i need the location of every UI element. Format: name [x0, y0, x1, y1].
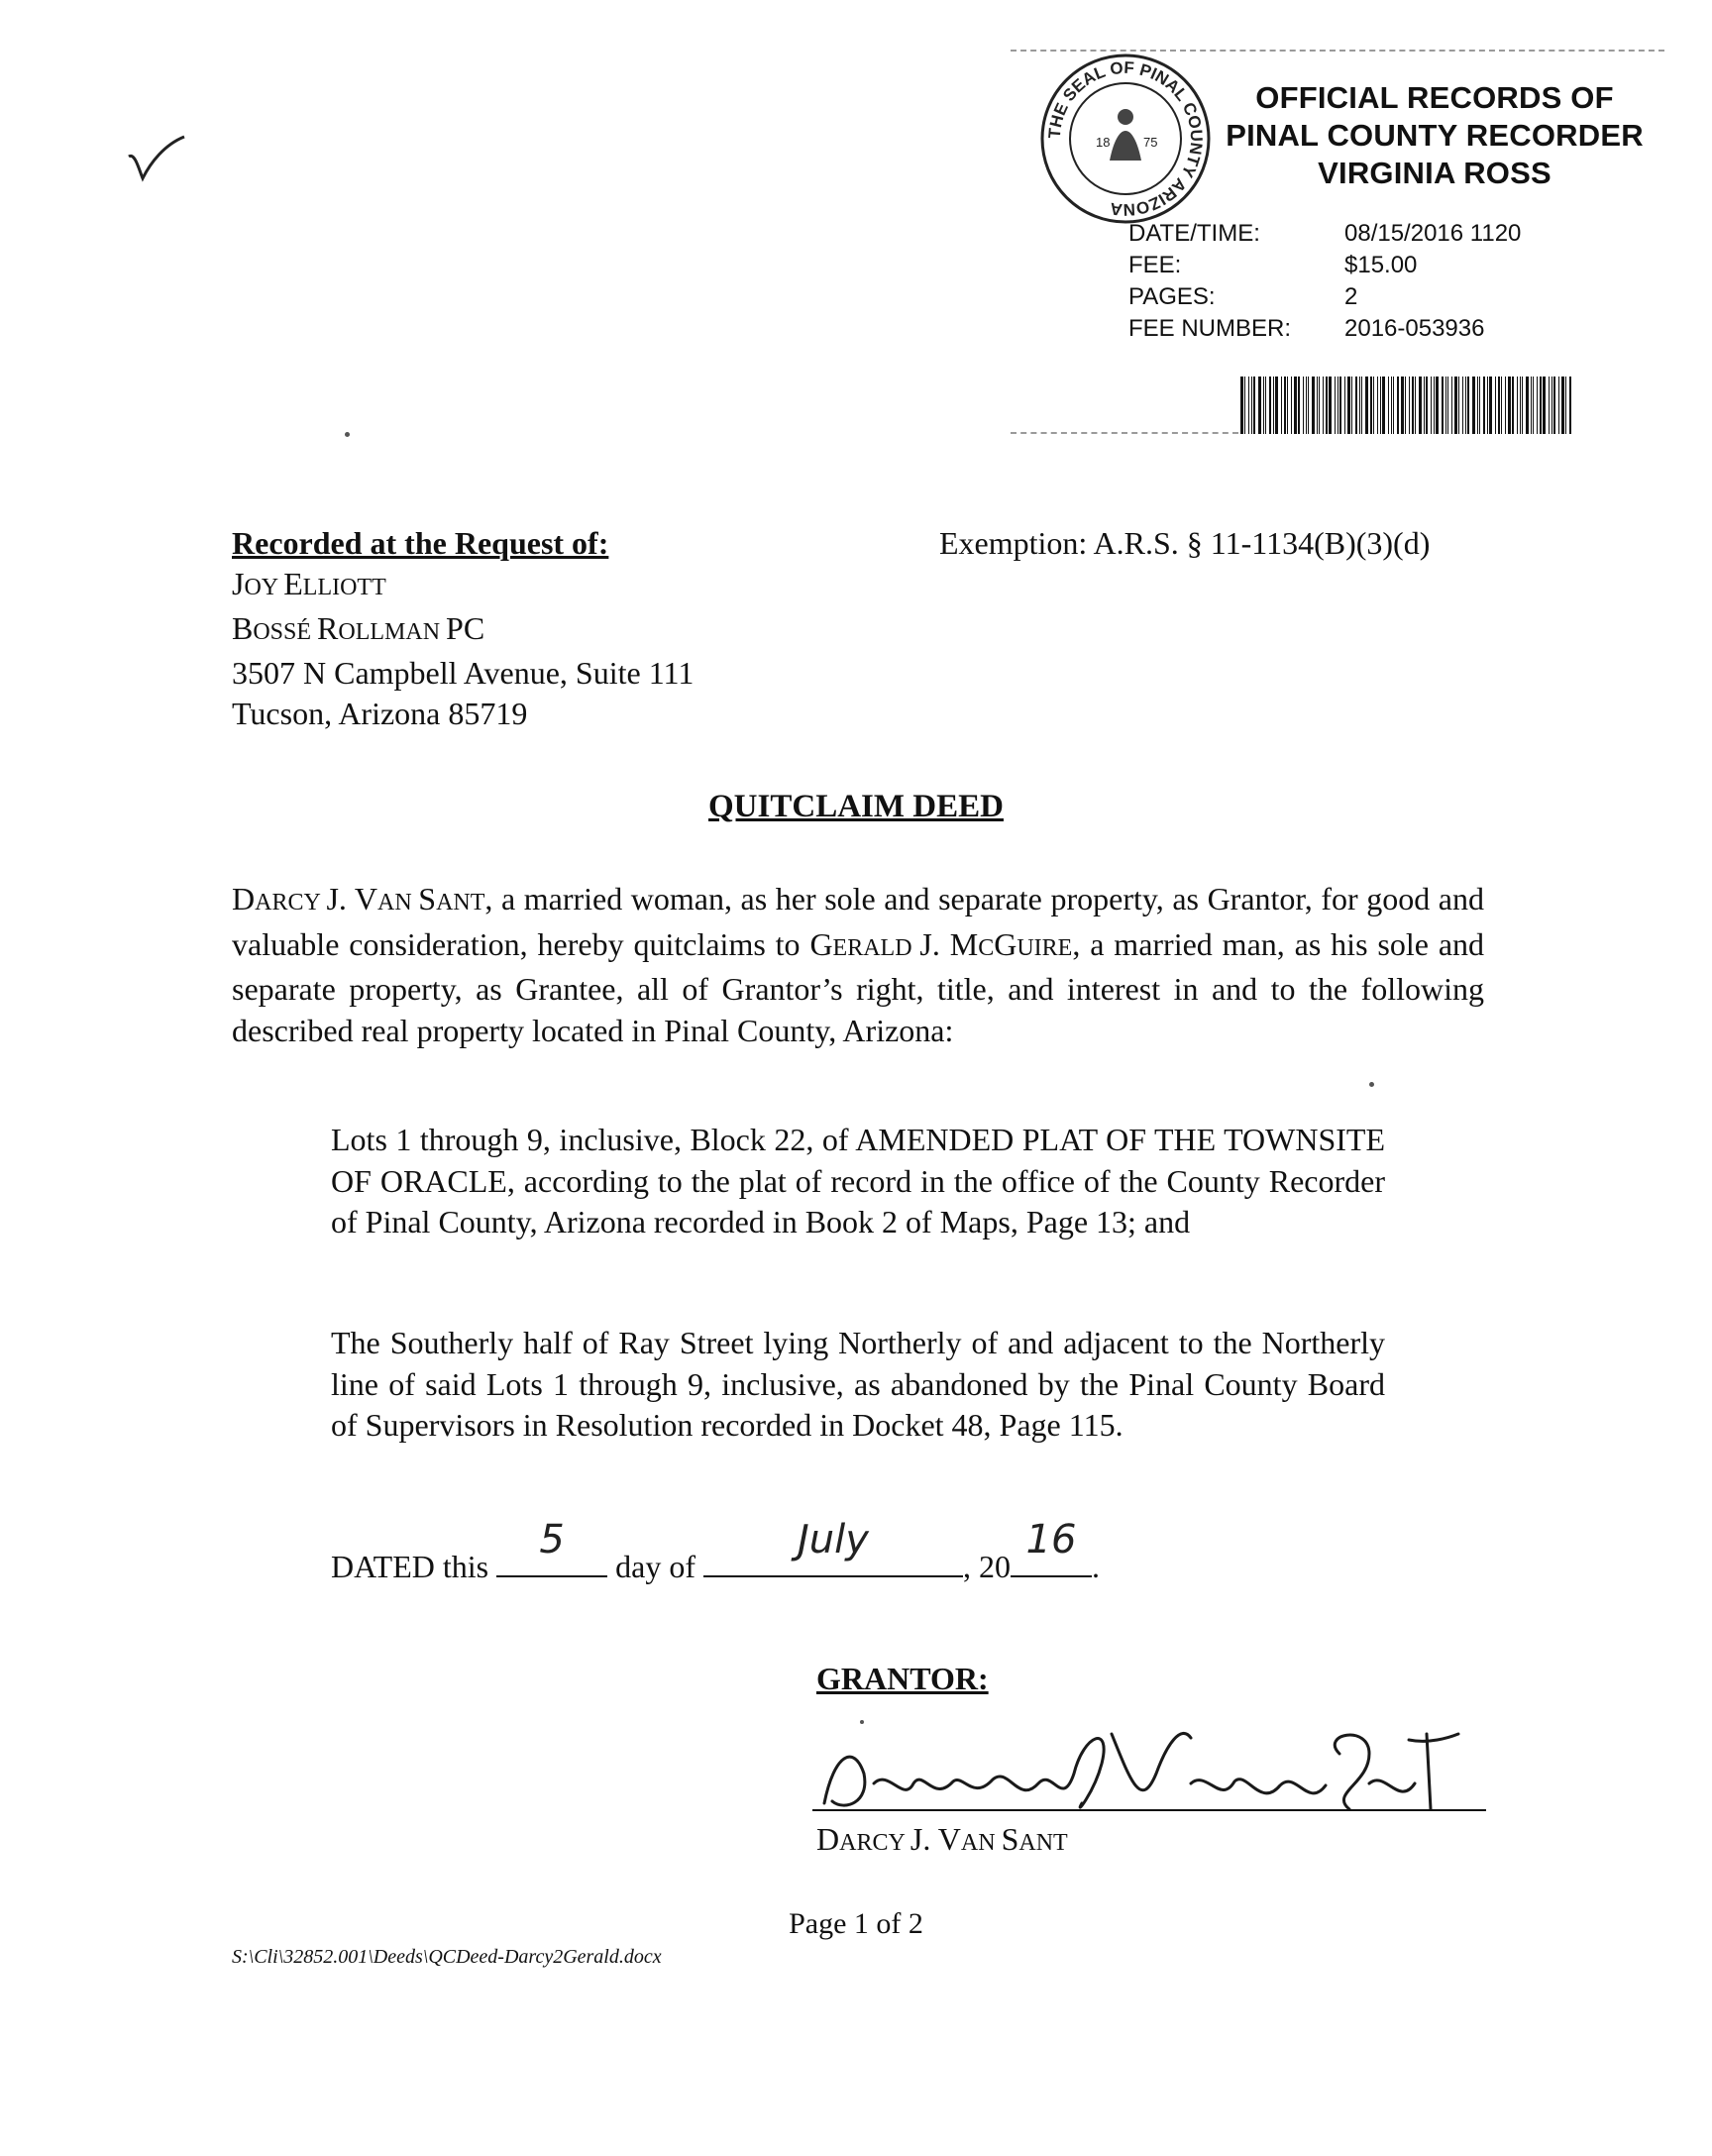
requester-city: Tucson, Arizona 85719 — [232, 696, 528, 731]
recording-value: 08/15/2016 1120 — [1344, 220, 1522, 247]
grantee-name: GERALD J. MCGUIRE — [809, 925, 1073, 962]
barcode-bar — [1397, 377, 1399, 434]
barcode-bar — [1373, 377, 1374, 434]
barcode-bar — [1489, 377, 1492, 434]
recording-row — [1128, 218, 1521, 250]
barcode-bar — [1409, 377, 1410, 434]
recording-label: FEE: — [1128, 252, 1182, 278]
barcode-bar — [1275, 377, 1278, 434]
recording-info — [1128, 218, 1521, 345]
barcode-bar — [1517, 377, 1518, 434]
requester-firm: BOSSÉ ROLLMAN PC — [232, 610, 485, 646]
barcode-bar — [1355, 377, 1357, 434]
barcode-bar — [1370, 377, 1372, 434]
barcode-bar — [1351, 377, 1352, 434]
barcode-bar — [1472, 377, 1475, 434]
barcode-bar — [1326, 377, 1328, 434]
barcode-bar — [1335, 377, 1336, 434]
barcode-bar — [1329, 377, 1332, 434]
grant-paragraph: DARCY J. VAN SANT, a married woman, as her sole and separate property, as Grantor, for good and valuable consideration, hereby quitclaims to GERALD J. MCGUIRE, a married man, as his sole and separate property, as Grantee, all of Grantor’s right, title, and interest in and to the following described real property located in Pinal County, Arizona: — [232, 881, 1485, 1048]
barcode-bar — [1269, 377, 1271, 434]
recording-value: 2016-053936 — [1344, 315, 1485, 342]
legal-description-paragraph: The Southerly half of Ray Street lying Northerly of and adjacent to the Northerly line of said Lots 1 through 9, inclusive, as abandoned by the Pinal County Board of Supervisors in Resolution recorded in Docket 48, Page 115. — [331, 1325, 1385, 1443]
barcode-bar — [1361, 377, 1362, 434]
barcode-bar — [1522, 377, 1523, 434]
recording-row — [1128, 281, 1521, 313]
barcode-bar — [1263, 377, 1264, 434]
signer-name: DARCY J. VAN SANT — [816, 1821, 1068, 1857]
barcode-bar — [1447, 377, 1448, 434]
barcode-bar — [1431, 377, 1432, 434]
barcode-bar — [1458, 377, 1459, 434]
seal-text: THE SEAL OF PINAL COUNTY ARIZONA — [1044, 57, 1207, 220]
barcode-bar — [1540, 377, 1542, 434]
document-title: QUITCLAIM DEED — [708, 789, 1004, 824]
barcode-bar — [1251, 377, 1252, 434]
barcode-bar — [1319, 377, 1320, 434]
scan-speck — [1369, 1082, 1374, 1087]
dated-line: DATED this 5 day of July , 20 16 . — [331, 1517, 1100, 1584]
year-blank — [1011, 1517, 1092, 1577]
requester-name: JOY ELLIOTT — [232, 566, 386, 601]
handwritten-month: July — [798, 1517, 869, 1563]
barcode-bar — [1317, 377, 1318, 434]
barcode-bar — [1339, 377, 1341, 434]
barcode-bar — [1533, 377, 1534, 434]
barcode-bar — [1273, 377, 1274, 434]
barcode-bar — [1393, 377, 1394, 434]
barcode-bar — [1454, 377, 1457, 434]
barcode-bar — [1347, 377, 1350, 434]
barcode-bar — [1253, 377, 1255, 434]
barcode-bar — [1244, 377, 1245, 434]
handwritten-day: 5 — [539, 1517, 565, 1563]
barcode-bar — [1537, 377, 1538, 434]
barcode-bar — [1388, 377, 1389, 434]
barcode-bar — [1248, 377, 1249, 434]
recorder-title-line: PINAL COUNTY RECORDER — [1226, 118, 1644, 153]
barcode-bar — [1508, 377, 1511, 434]
recording-value: 2 — [1344, 283, 1358, 310]
barcode-bar — [1405, 377, 1406, 434]
scan-speck — [345, 432, 350, 437]
barcode-bar — [1258, 377, 1261, 434]
barcode-bar — [1287, 377, 1288, 434]
barcode-bar — [1520, 377, 1521, 434]
recorder-title-line: OFFICIAL RECORDS OF — [1255, 80, 1614, 115]
barcode-bar — [1477, 377, 1478, 434]
barcode-bar — [1526, 377, 1529, 434]
barcode-bar — [1298, 377, 1300, 434]
barcode-bar — [1412, 377, 1414, 434]
barcode-bar — [1549, 377, 1550, 434]
day-blank — [496, 1517, 607, 1577]
barcode-bar — [1487, 377, 1488, 434]
request-heading: Recorded at the Request of: — [232, 525, 609, 561]
barcode-bar — [1382, 377, 1385, 434]
barcode-icon — [1240, 377, 1575, 434]
barcode-bar — [1543, 377, 1546, 434]
grantor-heading: GRANTOR: — [816, 1661, 989, 1696]
barcode-bar — [1419, 377, 1422, 434]
barcode-bar — [1553, 377, 1555, 434]
barcode-bar — [1565, 377, 1566, 434]
barcode-bar — [1265, 377, 1266, 434]
month-blank — [703, 1517, 963, 1577]
barcode-bar — [1240, 377, 1243, 434]
barcode-bar — [1415, 377, 1416, 434]
barcode-bar — [1308, 377, 1309, 434]
barcode-bar — [1424, 377, 1425, 434]
legal-description-paragraph: Lots 1 through 9, inclusive, Block 22, of AMENDED PLAT OF THE TOWNSITE OF ORACLE, according to the plat of record in the office of the County Recorder of Pinal County, Arizona recorded in Book 2 of Maps, Page 13; and — [331, 1122, 1385, 1240]
barcode-bar — [1294, 377, 1297, 434]
signature-line — [812, 1809, 1486, 1811]
barcode-bar — [1281, 377, 1282, 434]
barcode-bar — [1312, 377, 1315, 434]
barcode-bar — [1495, 377, 1496, 434]
seal-year-right: 75 — [1143, 135, 1158, 150]
barcode-bar — [1436, 377, 1439, 434]
barcode-bar — [1284, 377, 1286, 434]
barcode-bar — [1306, 377, 1307, 434]
barcode-bar — [1359, 377, 1360, 434]
barcode-bar — [1344, 377, 1345, 434]
barcode-bar — [1561, 377, 1564, 434]
barcode-bar — [1558, 377, 1559, 434]
barcode-bar — [1380, 377, 1381, 434]
recording-row — [1128, 313, 1521, 345]
barcode-bar — [1505, 377, 1506, 434]
barcode-bar — [1442, 377, 1444, 434]
scan-edge-line — [1011, 432, 1238, 434]
barcode-bar — [1512, 377, 1514, 434]
barcode-bar — [1462, 377, 1463, 434]
barcode-bar — [1434, 377, 1435, 434]
file-path: S:\Cli\32852.001\Deeds\QCDeed-Darcy2Gerald.docx — [232, 1946, 662, 1968]
barcode-bar — [1323, 377, 1324, 434]
barcode-bar — [1401, 377, 1404, 434]
requester-address: 3507 N Campbell Avenue, Suite 111 — [232, 655, 695, 691]
barcode-bar — [1501, 377, 1502, 434]
barcode-bar — [1291, 377, 1292, 434]
barcode-bar — [1531, 377, 1532, 434]
barcode-bar — [1426, 377, 1428, 434]
page-number: Page 1 of 2 — [789, 1907, 923, 1940]
barcode-bar — [1483, 377, 1485, 434]
recording-value: $15.00 — [1344, 252, 1418, 278]
recording-request-block — [232, 523, 694, 734]
barcode-bar — [1451, 377, 1452, 434]
seal-year-left: 18 — [1096, 135, 1111, 150]
county-seal-icon — [1038, 52, 1213, 226]
recording-label: PAGES: — [1128, 283, 1216, 310]
barcode-bar — [1391, 377, 1392, 434]
recording-row — [1128, 250, 1521, 281]
recording-label: FEE NUMBER: — [1128, 315, 1292, 342]
barcode-bar — [1498, 377, 1500, 434]
recording-label: DATE/TIME: — [1128, 220, 1260, 247]
barcode-bar — [1479, 377, 1480, 434]
barcode-bar — [1303, 377, 1304, 434]
barcode-bar — [1377, 377, 1378, 434]
recorder-title — [1207, 79, 1662, 192]
barcode-bar — [1445, 377, 1446, 434]
barcode-bar — [1465, 377, 1466, 434]
handwritten-year: 16 — [1025, 1517, 1077, 1563]
barcode-bar — [1467, 377, 1469, 434]
grantor-name: DARCY J. VAN SANT — [232, 881, 485, 916]
barcode-bar — [1365, 377, 1368, 434]
barcode-bar — [1569, 377, 1571, 434]
check-mark-icon — [121, 129, 190, 188]
exemption-note: Exemption: A.R.S. § 11-1134(B)(3)(d) — [939, 525, 1431, 561]
recorder-title-line: VIRGINIA ROSS — [1318, 156, 1552, 190]
grantor-signature — [814, 1714, 1468, 1823]
